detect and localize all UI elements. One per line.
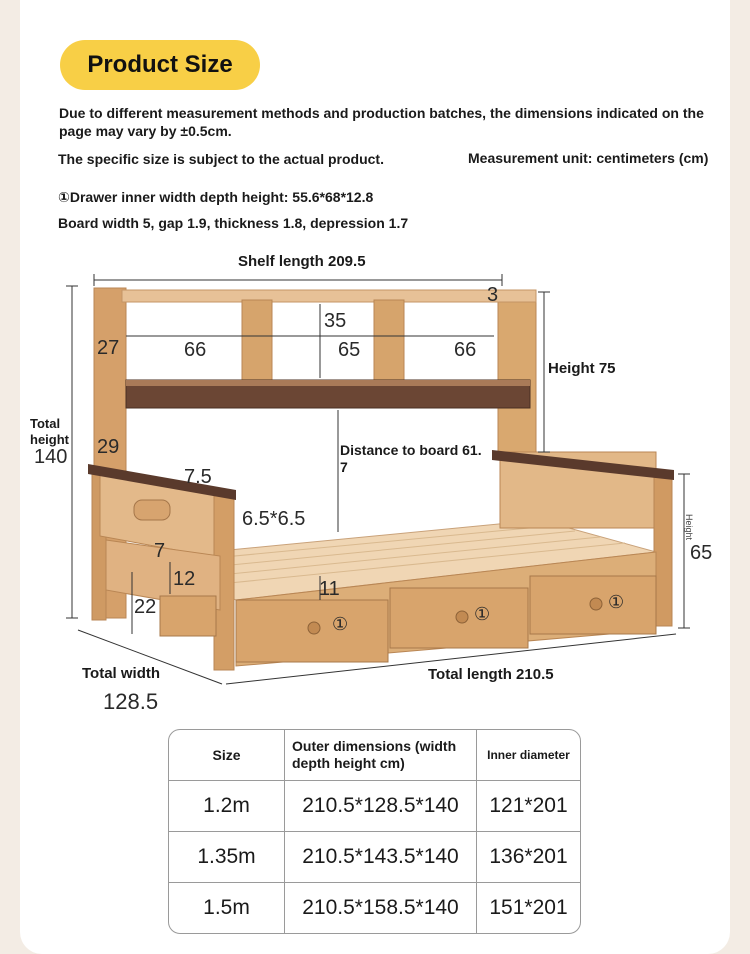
knob-3	[590, 598, 602, 610]
compartment-left-value: 66	[184, 339, 207, 361]
total-height-label	[30, 416, 69, 448]
header-outer-dimensions: Outer dimensions (width depth height cm)	[285, 730, 477, 781]
table-header-row	[169, 730, 580, 781]
arm-value: 7.5	[184, 466, 212, 488]
table-row	[169, 781, 580, 832]
total-height-value: 140	[34, 446, 68, 468]
measurement-note	[59, 104, 739, 140]
shelf-top-board	[122, 290, 536, 302]
section-title: Product Size	[87, 51, 233, 78]
cell-inner: 121*201	[477, 781, 580, 832]
bed-illustration	[0, 240, 750, 720]
drawer-front-value: 12	[173, 568, 196, 590]
size-table	[168, 729, 581, 934]
height-75-label: Height 75	[548, 360, 616, 377]
shelf-offset-value: 3	[487, 284, 499, 306]
leg-height-value: 22	[134, 596, 157, 618]
total-length-label: Total length 210.5	[428, 666, 554, 683]
drawer-marker-1: ①	[332, 614, 349, 634]
shelf-divider-left	[242, 300, 272, 384]
table-row	[169, 832, 580, 883]
total-width-label: Total width	[82, 665, 161, 682]
knob-1	[308, 622, 320, 634]
bed-diagram	[0, 240, 750, 720]
compartment-right-value: 66	[454, 339, 477, 361]
right-leg	[654, 472, 672, 626]
total-height-line-2: height	[30, 432, 69, 447]
cell-outer: 210.5*158.5*140	[285, 883, 477, 933]
cell-size: 1.5m	[169, 883, 285, 933]
post-top-value: 27	[97, 337, 120, 359]
table-row	[169, 883, 580, 933]
note-line-2: page may vary by ±0.5cm.	[59, 123, 232, 139]
cell-outer: 210.5*143.5*140	[285, 832, 477, 883]
shelf-bottom-edge	[126, 380, 530, 386]
drawer-marker-3: ①	[608, 592, 625, 612]
shelf-height-value: 35	[324, 310, 347, 332]
header-size: Size	[169, 730, 285, 781]
cell-size: 1.35m	[169, 832, 285, 883]
drawer-spec: ①Drawer inner width depth height: 55.6*68*12.8	[58, 189, 374, 205]
post-mid-value: 29	[97, 436, 120, 458]
unit-note: Measurement unit: centimeters (cm)	[468, 150, 709, 166]
right-height-small-label: Height	[684, 514, 694, 541]
cell-inner: 136*201	[477, 832, 580, 883]
shelf-divider-right	[374, 300, 404, 384]
shelf-length-label: Shelf length 209.5	[238, 253, 366, 270]
post-section-value: 6.5*6.5	[242, 508, 306, 530]
total-height-line-1: Total	[30, 416, 61, 431]
board-spec: Board width 5, gap 1.9, thickness 1.8, depression 1.7	[58, 215, 409, 231]
cell-inner: 151*201	[489, 896, 568, 919]
subject-note: The specific size is subject to the actual product.	[58, 151, 384, 167]
note-line-1: Due to different measurement methods and production batches, the dimensions indicated on the	[59, 105, 704, 121]
right-post	[498, 292, 536, 452]
distance-to-board-label	[340, 442, 482, 476]
side-drawer	[160, 596, 216, 636]
distance-line-2: 7	[340, 459, 348, 475]
side-handle	[134, 500, 170, 520]
cell-size: 1.2m	[169, 781, 285, 832]
header-inner-diameter: Inner diameter	[477, 730, 580, 781]
knob-2	[456, 611, 468, 623]
distance-line-1: Distance to board 61.	[340, 442, 482, 458]
drawer-gap-value: 11	[319, 578, 340, 600]
right-height-value: 65	[690, 542, 713, 564]
rail-value: 7	[154, 540, 166, 562]
total-width-value: 128.5	[103, 689, 159, 714]
section-title-pill	[60, 40, 260, 90]
compartment-mid-value: 65	[338, 339, 361, 361]
drawer-marker-2: ①	[474, 604, 491, 624]
cell-outer: 210.5*128.5*140	[285, 781, 477, 832]
